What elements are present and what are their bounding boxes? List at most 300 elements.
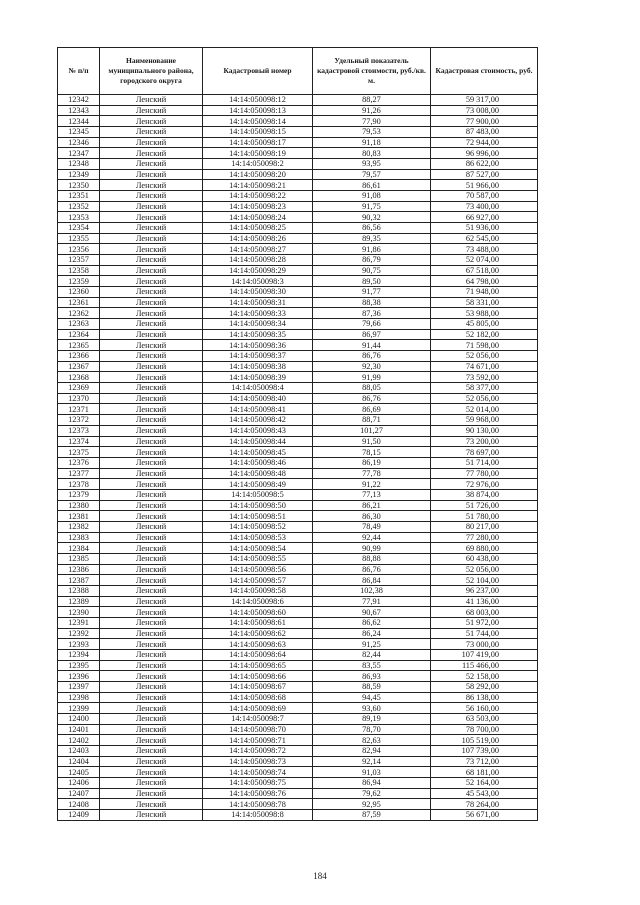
table-row	[58, 180, 538, 191]
district-name: Ленский	[100, 159, 203, 170]
specific-value: 78,49	[313, 521, 431, 532]
district-name: Ленский	[100, 745, 203, 756]
row-number: 12375	[58, 447, 100, 458]
cadastral-value: 73 000,00	[431, 639, 538, 650]
table-row	[58, 223, 538, 234]
cadastral-value: 67 518,00	[431, 265, 538, 276]
cadastral-number: 14:14:050098:63	[203, 639, 313, 650]
cadastral-value: 52 104,00	[431, 575, 538, 586]
table-row	[58, 575, 538, 586]
district-name: Ленский	[100, 297, 203, 308]
cadastral-number: 14:14:050098:74	[203, 767, 313, 778]
table-row	[58, 713, 538, 724]
cadastral-value: 68 003,00	[431, 607, 538, 618]
cadastral-value: 73 400,00	[431, 201, 538, 212]
district-name: Ленский	[100, 596, 203, 607]
header-district: Наименование муниципального района, городского округа	[100, 48, 203, 95]
row-number: 12345	[58, 127, 100, 138]
table-row	[58, 810, 538, 821]
cadastral-number: 14:14:050098:61	[203, 617, 313, 628]
cadastral-value: 68 181,00	[431, 767, 538, 778]
specific-value: 86,93	[313, 671, 431, 682]
table-row	[58, 628, 538, 639]
specific-value: 87,36	[313, 308, 431, 319]
cadastral-value: 56 160,00	[431, 703, 538, 714]
table-row	[58, 105, 538, 116]
specific-value: 86,56	[313, 223, 431, 234]
specific-value: 90,99	[313, 543, 431, 554]
cadastral-number: 14:14:050098:15	[203, 127, 313, 138]
specific-value: 88,27	[313, 95, 431, 106]
cadastral-number: 14:14:050098:35	[203, 329, 313, 340]
specific-value: 91,75	[313, 201, 431, 212]
district-name: Ленский	[100, 628, 203, 639]
cadastral-number: 14:14:050098:14	[203, 116, 313, 127]
cadastral-value: 87 527,00	[431, 169, 538, 180]
cadastral-value: 90 130,00	[431, 425, 538, 436]
table-row	[58, 735, 538, 746]
cadastral-number: 14:14:050098:65	[203, 660, 313, 671]
table-row	[58, 543, 538, 554]
table-row	[58, 191, 538, 202]
district-name: Ленский	[100, 265, 203, 276]
specific-value: 93,60	[313, 703, 431, 714]
specific-value: 86,30	[313, 511, 431, 522]
district-name: Ленский	[100, 649, 203, 660]
cadastral-value: 51 972,00	[431, 617, 538, 628]
row-number: 12396	[58, 671, 100, 682]
cadastral-value: 105 519,00	[431, 735, 538, 746]
row-number: 12408	[58, 799, 100, 810]
row-number: 12356	[58, 244, 100, 255]
table-row	[58, 500, 538, 511]
table-row	[58, 756, 538, 767]
table-row	[58, 308, 538, 319]
cadastral-number: 14:14:050098:40	[203, 393, 313, 404]
specific-value: 77,78	[313, 468, 431, 479]
table-row	[58, 393, 538, 404]
cadastral-number: 14:14:050098:44	[203, 436, 313, 447]
row-number: 12381	[58, 511, 100, 522]
district-name: Ленский	[100, 457, 203, 468]
cadastral-value: 51 936,00	[431, 223, 538, 234]
district-name: Ленский	[100, 180, 203, 191]
cadastral-value: 72 976,00	[431, 479, 538, 490]
table-row	[58, 692, 538, 703]
cadastral-number: 14:14:050098:5	[203, 489, 313, 500]
specific-value: 86,94	[313, 778, 431, 789]
cadastral-value: 52 074,00	[431, 255, 538, 266]
cadastral-value: 52 056,00	[431, 564, 538, 575]
district-name: Ленский	[100, 415, 203, 426]
row-number: 12373	[58, 425, 100, 436]
specific-value: 91,77	[313, 287, 431, 298]
table-row	[58, 681, 538, 692]
district-name: Ленский	[100, 703, 203, 714]
cadastral-value: 71 598,00	[431, 340, 538, 351]
specific-value: 91,18	[313, 137, 431, 148]
cadastral-number: 14:14:050098:75	[203, 778, 313, 789]
table-row	[58, 383, 538, 394]
specific-value: 86,62	[313, 617, 431, 628]
table-row	[58, 649, 538, 660]
cadastral-number: 14:14:050098:56	[203, 564, 313, 575]
cadastral-value: 59 968,00	[431, 415, 538, 426]
cadastral-number: 14:14:050098:49	[203, 479, 313, 490]
table-row	[58, 159, 538, 170]
district-name: Ленский	[100, 404, 203, 415]
row-number: 12404	[58, 756, 100, 767]
cadastral-value: 45 543,00	[431, 788, 538, 799]
row-number: 12399	[58, 703, 100, 714]
specific-value: 79,62	[313, 788, 431, 799]
table-row	[58, 436, 538, 447]
cadastral-number: 14:14:050098:54	[203, 543, 313, 554]
district-name: Ленский	[100, 436, 203, 447]
table-row	[58, 799, 538, 810]
cadastral-value: 107 419,00	[431, 649, 538, 660]
cadastral-number: 14:14:050098:64	[203, 649, 313, 660]
table-row	[58, 767, 538, 778]
cadastral-number: 14:14:050098:60	[203, 607, 313, 618]
header-specific-value: Удельный показатель кадастровой стоимости, руб./кв. м.	[313, 48, 431, 95]
row-number: 12367	[58, 361, 100, 372]
specific-value: 88,38	[313, 297, 431, 308]
table-row	[58, 607, 538, 618]
row-number: 12363	[58, 319, 100, 330]
district-name: Ленский	[100, 137, 203, 148]
table-body	[58, 95, 538, 821]
cadastral-number: 14:14:050098:46	[203, 457, 313, 468]
table-row	[58, 745, 538, 756]
cadastral-number: 14:14:050098:62	[203, 628, 313, 639]
table-row	[58, 372, 538, 383]
row-number: 12358	[58, 265, 100, 276]
row-number: 12406	[58, 778, 100, 789]
district-name: Ленский	[100, 244, 203, 255]
district-name: Ленский	[100, 223, 203, 234]
table-row	[58, 660, 538, 671]
cadastral-value: 52 182,00	[431, 329, 538, 340]
cadastral-number: 14:14:050098:12	[203, 95, 313, 106]
cadastral-number: 14:14:050098:21	[203, 180, 313, 191]
district-name: Ленский	[100, 468, 203, 479]
row-number: 12349	[58, 169, 100, 180]
district-name: Ленский	[100, 308, 203, 319]
cadastral-value: 96 996,00	[431, 148, 538, 159]
table-row	[58, 671, 538, 682]
specific-value: 91,99	[313, 372, 431, 383]
cadastral-number: 14:14:050098:39	[203, 372, 313, 383]
cadastral-number: 14:14:050098:22	[203, 191, 313, 202]
specific-value: 89,50	[313, 276, 431, 287]
district-name: Ленский	[100, 191, 203, 202]
row-number: 12395	[58, 660, 100, 671]
table-row	[58, 127, 538, 138]
cadastral-number: 14:14:050098:38	[203, 361, 313, 372]
table-row	[58, 95, 538, 106]
row-number: 12365	[58, 340, 100, 351]
district-name: Ленский	[100, 361, 203, 372]
cadastral-number: 14:14:050098:43	[203, 425, 313, 436]
cadastral-value: 73 008,00	[431, 105, 538, 116]
row-number: 12379	[58, 489, 100, 500]
cadastral-value: 66 927,00	[431, 212, 538, 223]
specific-value: 91,22	[313, 479, 431, 490]
district-name: Ленский	[100, 681, 203, 692]
specific-value: 89,35	[313, 233, 431, 244]
specific-value: 89,19	[313, 713, 431, 724]
row-number: 12355	[58, 233, 100, 244]
district-name: Ленский	[100, 607, 203, 618]
specific-value: 87,59	[313, 810, 431, 821]
district-name: Ленский	[100, 233, 203, 244]
cadastral-value: 73 200,00	[431, 436, 538, 447]
cadastral-number: 14:14:050098:3	[203, 276, 313, 287]
cadastral-value: 86 622,00	[431, 159, 538, 170]
table-row	[58, 244, 538, 255]
cadastral-value: 59 317,00	[431, 95, 538, 106]
table-row	[58, 276, 538, 287]
table-row	[58, 361, 538, 372]
cadastral-value: 51 726,00	[431, 500, 538, 511]
district-name: Ленский	[100, 255, 203, 266]
specific-value: 90,32	[313, 212, 431, 223]
row-number: 12390	[58, 607, 100, 618]
row-number: 12405	[58, 767, 100, 778]
table-row	[58, 521, 538, 532]
row-number: 12391	[58, 617, 100, 628]
cadastral-number: 14:14:050098:4	[203, 383, 313, 394]
cadastral-value: 63 503,00	[431, 713, 538, 724]
cadastral-number: 14:14:050098:70	[203, 724, 313, 735]
row-number: 12362	[58, 308, 100, 319]
cadastral-value: 62 545,00	[431, 233, 538, 244]
row-number: 12388	[58, 585, 100, 596]
cadastral-value: 51 780,00	[431, 511, 538, 522]
district-name: Ленский	[100, 287, 203, 298]
district-name: Ленский	[100, 500, 203, 511]
cadastral-number: 14:14:050098:26	[203, 233, 313, 244]
table-row	[58, 553, 538, 564]
district-name: Ленский	[100, 724, 203, 735]
cadastral-number: 14:14:050098:78	[203, 799, 313, 810]
row-number: 12351	[58, 191, 100, 202]
table-row	[58, 287, 538, 298]
district-name: Ленский	[100, 319, 203, 330]
row-number: 12343	[58, 105, 100, 116]
table-row	[58, 447, 538, 458]
row-number: 12370	[58, 393, 100, 404]
district-name: Ленский	[100, 105, 203, 116]
specific-value: 86,76	[313, 564, 431, 575]
table-header-row	[58, 48, 538, 95]
cadastral-number: 14:14:050098:33	[203, 308, 313, 319]
specific-value: 101,27	[313, 425, 431, 436]
specific-value: 86,84	[313, 575, 431, 586]
cadastral-number: 14:14:050098:68	[203, 692, 313, 703]
cadastral-number: 14:14:050098:72	[203, 745, 313, 756]
table-row	[58, 148, 538, 159]
row-number: 12398	[58, 692, 100, 703]
row-number: 12359	[58, 276, 100, 287]
specific-value: 88,59	[313, 681, 431, 692]
row-number: 12400	[58, 713, 100, 724]
row-number: 12364	[58, 329, 100, 340]
table-row	[58, 137, 538, 148]
specific-value: 82,44	[313, 649, 431, 660]
table-row	[58, 404, 538, 415]
district-name: Ленский	[100, 479, 203, 490]
table-row	[58, 585, 538, 596]
specific-value: 86,69	[313, 404, 431, 415]
specific-value: 86,97	[313, 329, 431, 340]
cadastral-value: 73 488,00	[431, 244, 538, 255]
district-name: Ленский	[100, 575, 203, 586]
row-number: 12344	[58, 116, 100, 127]
cadastral-number: 14:14:050098:57	[203, 575, 313, 586]
table-row	[58, 596, 538, 607]
cadastral-number: 14:14:050098:69	[203, 703, 313, 714]
cadastral-number: 14:14:050098:34	[203, 319, 313, 330]
row-number: 12372	[58, 415, 100, 426]
district-name: Ленский	[100, 351, 203, 362]
table-row	[58, 169, 538, 180]
specific-value: 92,30	[313, 361, 431, 372]
cadastral-value: 71 948,00	[431, 287, 538, 298]
cadastral-value: 87 483,00	[431, 127, 538, 138]
row-number: 12394	[58, 649, 100, 660]
table-row	[58, 255, 538, 266]
page-number: 184	[313, 871, 327, 881]
district-name: Ленский	[100, 767, 203, 778]
specific-value: 88,88	[313, 553, 431, 564]
table-row	[58, 564, 538, 575]
cadastral-value: 60 438,00	[431, 553, 538, 564]
specific-value: 77,91	[313, 596, 431, 607]
cadastral-value: 58 331,00	[431, 297, 538, 308]
cadastral-value: 41 136,00	[431, 596, 538, 607]
cadastral-number: 14:14:050098:8	[203, 810, 313, 821]
row-number: 12369	[58, 383, 100, 394]
cadastral-number: 14:14:050098:67	[203, 681, 313, 692]
cadastral-value: 73 592,00	[431, 372, 538, 383]
table-row	[58, 778, 538, 789]
cadastral-number: 14:14:050098:45	[203, 447, 313, 458]
table-row	[58, 233, 538, 244]
cadastral-value: 64 798,00	[431, 276, 538, 287]
cadastral-number: 14:14:050098:28	[203, 255, 313, 266]
header-cadastral-value: Кадастровая стоимость, руб.	[431, 48, 538, 95]
district-name: Ленский	[100, 201, 203, 212]
cadastral-number: 14:14:050098:23	[203, 201, 313, 212]
cadastral-value-table	[57, 47, 538, 821]
district-name: Ленский	[100, 810, 203, 821]
table-row	[58, 511, 538, 522]
cadastral-value: 70 587,00	[431, 191, 538, 202]
row-number: 12384	[58, 543, 100, 554]
cadastral-number: 14:14:050098:41	[203, 404, 313, 415]
specific-value: 86,76	[313, 393, 431, 404]
cadastral-value: 38 874,00	[431, 489, 538, 500]
district-name: Ленский	[100, 489, 203, 500]
cadastral-value: 77 900,00	[431, 116, 538, 127]
specific-value: 91,86	[313, 244, 431, 255]
district-name: Ленский	[100, 553, 203, 564]
cadastral-number: 14:14:050098:55	[203, 553, 313, 564]
specific-value: 90,67	[313, 607, 431, 618]
specific-value: 91,50	[313, 436, 431, 447]
row-number: 12393	[58, 639, 100, 650]
district-name: Ленский	[100, 148, 203, 159]
row-number: 12389	[58, 596, 100, 607]
row-number: 12361	[58, 297, 100, 308]
row-number: 12347	[58, 148, 100, 159]
cadastral-value: 74 671,00	[431, 361, 538, 372]
specific-value: 93,95	[313, 159, 431, 170]
cadastral-number: 14:14:050098:53	[203, 532, 313, 543]
cadastral-value: 77 780,00	[431, 468, 538, 479]
table-row	[58, 457, 538, 468]
cadastral-number: 14:14:050098:27	[203, 244, 313, 255]
cadastral-value: 86 138,00	[431, 692, 538, 703]
district-name: Ленский	[100, 660, 203, 671]
row-number: 12383	[58, 532, 100, 543]
cadastral-number: 14:14:050098:29	[203, 265, 313, 276]
cadastral-number: 14:14:050098:36	[203, 340, 313, 351]
table-row	[58, 489, 538, 500]
table-row	[58, 340, 538, 351]
row-number: 12378	[58, 479, 100, 490]
district-name: Ленский	[100, 169, 203, 180]
row-number: 12374	[58, 436, 100, 447]
table-row	[58, 639, 538, 650]
cadastral-value: 56 671,00	[431, 810, 538, 821]
specific-value: 78,15	[313, 447, 431, 458]
cadastral-number: 14:14:050098:19	[203, 148, 313, 159]
district-name: Ленский	[100, 127, 203, 138]
row-number: 12409	[58, 810, 100, 821]
table-row	[58, 319, 538, 330]
cadastral-number: 14:14:050098:31	[203, 297, 313, 308]
specific-value: 86,76	[313, 351, 431, 362]
district-name: Ленский	[100, 788, 203, 799]
specific-value: 88,71	[313, 415, 431, 426]
row-number: 12352	[58, 201, 100, 212]
district-name: Ленский	[100, 95, 203, 106]
district-name: Ленский	[100, 799, 203, 810]
specific-value: 82,63	[313, 735, 431, 746]
cadastral-number: 14:14:050098:50	[203, 500, 313, 511]
row-number: 12380	[58, 500, 100, 511]
row-number: 12401	[58, 724, 100, 735]
cadastral-value: 73 712,00	[431, 756, 538, 767]
row-number: 12382	[58, 521, 100, 532]
cadastral-number: 14:14:050098:37	[203, 351, 313, 362]
specific-value: 86,24	[313, 628, 431, 639]
district-name: Ленский	[100, 447, 203, 458]
specific-value: 91,26	[313, 105, 431, 116]
cadastral-number: 14:14:050098:71	[203, 735, 313, 746]
table-row	[58, 201, 538, 212]
row-number: 12368	[58, 372, 100, 383]
table-row	[58, 703, 538, 714]
district-name: Ленский	[100, 756, 203, 767]
row-number: 12376	[58, 457, 100, 468]
specific-value: 92,95	[313, 799, 431, 810]
table-row	[58, 116, 538, 127]
table-row	[58, 265, 538, 276]
